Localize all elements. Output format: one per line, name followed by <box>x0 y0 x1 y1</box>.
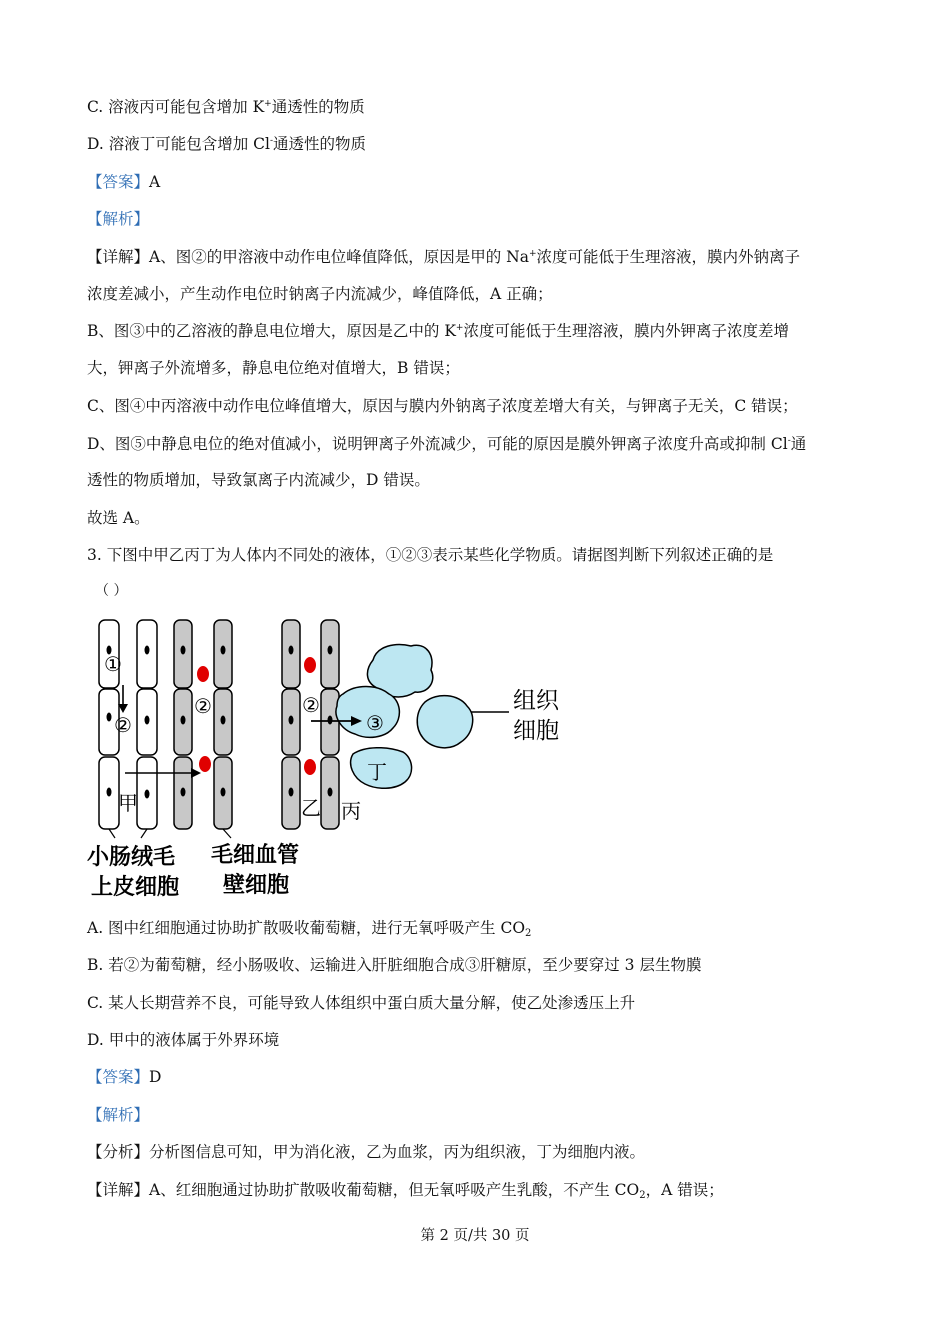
answer-line-1: 【答案】A <box>87 173 161 191</box>
option-d-q3: D. 甲中的液体属于外界环境 <box>87 1031 280 1049</box>
page-footer: 第 2 页/共 30 页 <box>420 1228 530 1244</box>
label-2-capillary: ② <box>194 694 212 718</box>
option-d: D. 溶液丁可能包含增加 Cl-通透性的物质 <box>87 135 367 153</box>
label-capillary-2: 壁细胞 <box>223 873 290 898</box>
label-1: ① <box>104 652 122 676</box>
label-yi: 乙 <box>301 796 321 820</box>
detail-line-5: C、图④中丙溶液中动作电位峰值增大，原因与膜内外钠离子浓度差增大有关，与钾离子无关，C 错误； <box>87 397 798 415</box>
body-fluid-diagram <box>85 612 605 902</box>
detail-line-7: 透性的物质增加，导致氯离子内流减少，D 错误。 <box>87 471 430 489</box>
label-jia: 甲 <box>118 791 138 815</box>
answer-tag: 【答案】 <box>87 173 150 191</box>
label-intestine-1: 小肠绒毛 <box>87 845 176 870</box>
detail-line-1: 【详解】A、图②的甲溶液中动作电位峰值降低，原因是甲的 Na+浓度可能低于生理溶液，膜内外钠离子 <box>87 248 801 266</box>
label-2-plasma: ② <box>302 693 320 717</box>
tissue-cells <box>336 645 473 789</box>
label-3: ③ <box>366 711 384 735</box>
option-a: A. 图中红细胞通过协助扩散吸收葡萄糖，进行无氧呼吸产生 $CO_2$ <box>87 919 532 939</box>
question-3: 3. 下图中甲乙丙丁为人体内不同处的液体，①②③表示某些化学物质。请据图判断下列叙述正确的是 <box>87 546 774 564</box>
detail-line-4: 大，钾离子外流增多，静息电位绝对值增大，B 错误； <box>87 359 460 377</box>
detail-line-6: D、图⑤中静息电位的绝对值减小，说明钾离子外流减少，可能的原因是膜外钾离子浓度升高或抑制 Cl-通 <box>87 435 807 453</box>
analysis-heading-1: 【解析】 <box>87 210 150 228</box>
detail-line-3: B、图③中的乙溶液的静息电位增大，原因是乙中的 K+浓度可能低于生理溶液，膜内外钾离子浓度差增 <box>87 322 789 340</box>
label-intestine-2: 上皮细胞 <box>91 875 180 900</box>
analysis-heading-2: 【解析】 <box>87 1106 150 1124</box>
detail-line-2: 浓度差减小，产生动作电位时钠离子内流减少，峰值降低，A 正确； <box>87 285 553 303</box>
label-bing: 丙 <box>341 799 361 823</box>
label-tissue-1: 组织 <box>513 688 559 714</box>
answer-line-2: 【答案】D <box>87 1068 162 1086</box>
question-3-paren: （ ） <box>95 583 128 599</box>
option-c: C. 溶液丙可能包含增加 K+通透性的物质 <box>87 98 365 116</box>
label-ding: 丁 <box>367 760 387 784</box>
option-b: B. 若②为葡萄糖，经小肠吸收、运输进入肝脏细胞合成③肝糖原，至少要穿过 3 层生物膜 <box>87 956 702 974</box>
label-capillary-1: 毛细血管 <box>211 843 300 868</box>
conclusion-line-1: 故选 A。 <box>87 509 150 527</box>
fenxi-line: 【分析】分析图信息可知，甲为消化液，乙为血浆，丙为组织液，丁为细胞内液。 <box>87 1143 646 1161</box>
detail-line-8: 【详解】A、红细胞通过协助扩散吸收葡萄糖，但无氧呼吸产生乳酸，不产生 $CO_2$，A 错误； <box>87 1181 724 1201</box>
label-2-intestine: ② <box>114 713 132 737</box>
label-tissue-2: 细胞 <box>513 718 559 744</box>
option-c-q3: C. 某人长期营养不良，可能导致人体组织中蛋白质大量分解，使乙处渗透压上升 <box>87 994 636 1012</box>
capillary-cells-left <box>174 620 232 829</box>
